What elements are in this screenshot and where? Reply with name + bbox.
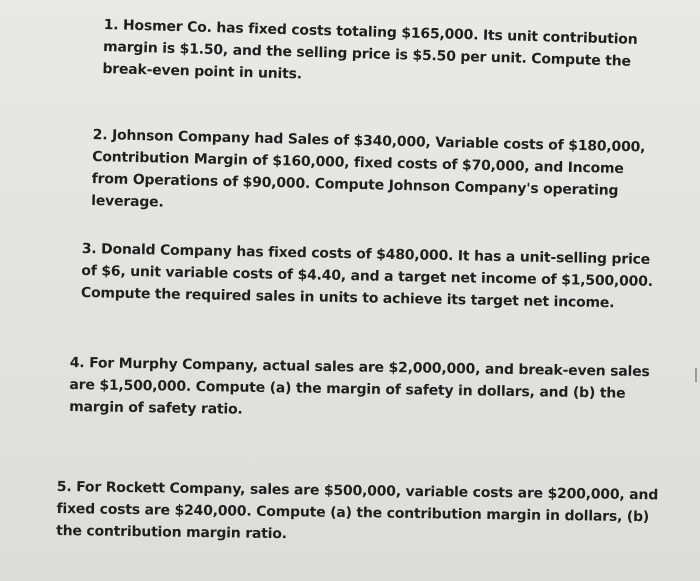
question-3: 3. Donald Company has fixed costs of $480,000. It has a unit-selling price of $6, unit variable costs of $4.40, and a target net income of $1,500,000. Compute the required sales in units to achieve its target net income.	[80, 240, 653, 312]
question-4: 4. For Murphy Company, actual sales are $2,000,000, and break-even sales are $1,500,000. Compute (a) the margin of safety in dollars, and (b) the margin of safety ratio.	[69, 354, 650, 418]
question-5: 5. For Rockett Company, sales are $500,000, variable costs are $200,000, and fixed costs are $240,000. Compute (a) the contribution margin in dollars, (b) the contribution margin ratio.	[56, 478, 659, 543]
question-2: 2. Johnson Company had Sales of $340,000, Variable costs of $180,000, Contribution Margin of $160,000, fixed costs of $70,000, and Income from Operations of $90,000. Compute Johnson Company's operating leverage.	[91, 126, 646, 211]
page-edge-mark	[695, 368, 697, 382]
question-1: 1. Hosmer Co. has fixed costs totaling $165,000. Its unit contribution margin is $1.50, and the selling price is $5.50 per unit. Compute the break-even point in units.	[102, 16, 638, 83]
